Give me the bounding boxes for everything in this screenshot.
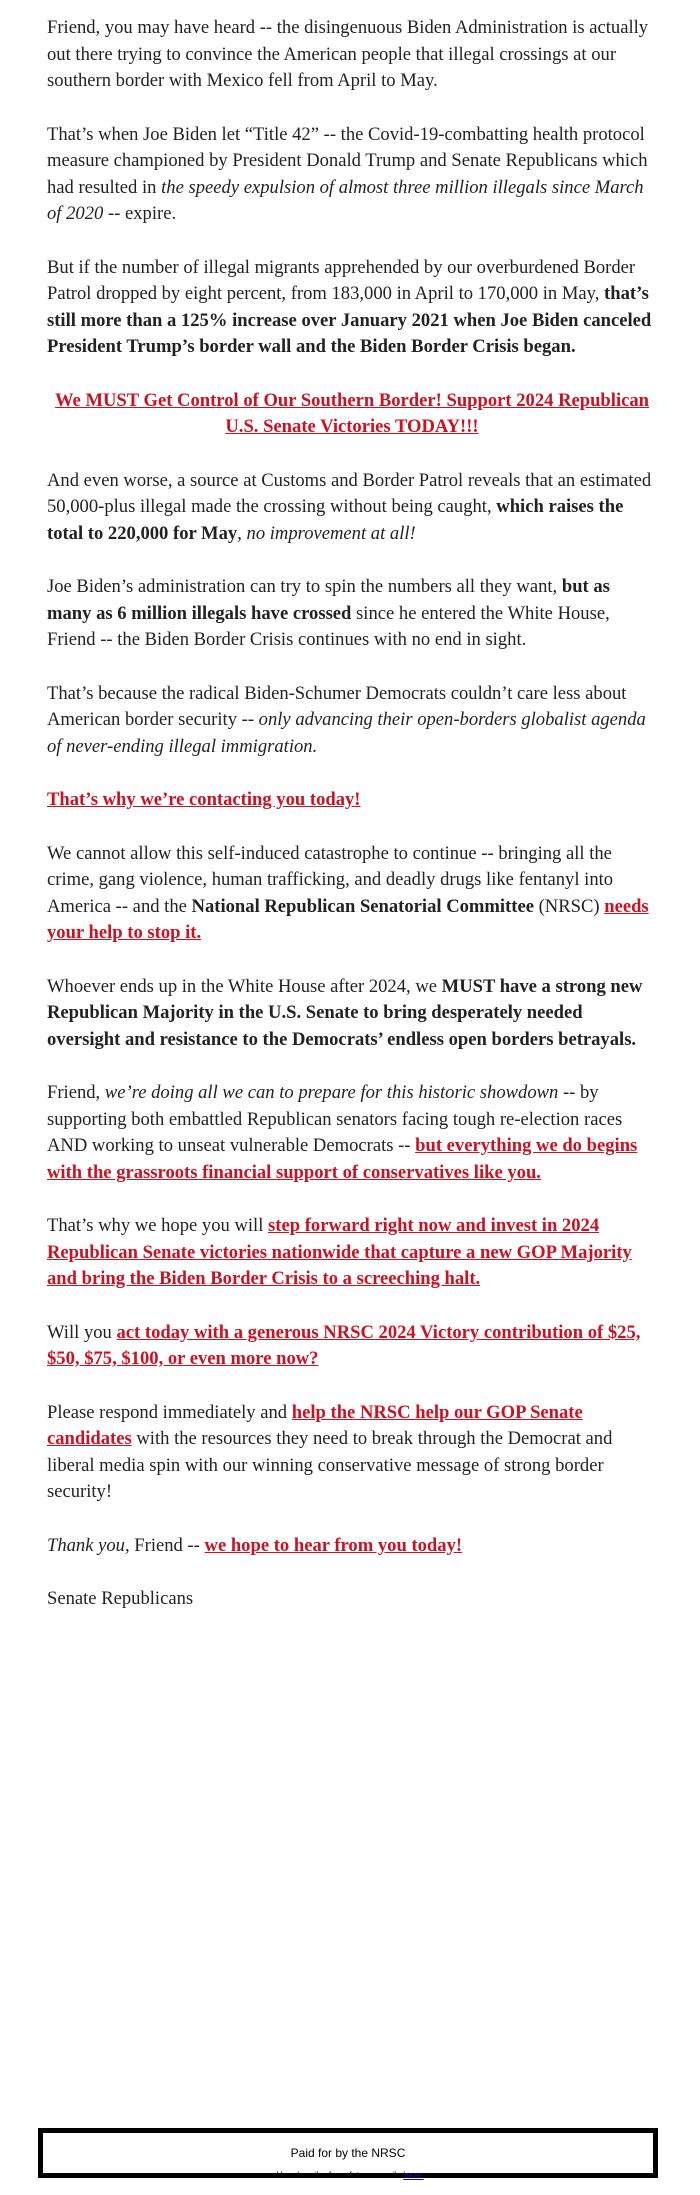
paragraph-catastrophe [47, 841, 657, 947]
paragraph-text: Friend -- [129, 1534, 205, 1556]
paragraph-text: Friend, you may have heard -- the disingenuous Biden Administration is actually out there trying to convince the American people that illegal crossings at our southern border with Mexico fell from April to May. [47, 17, 649, 91]
paid-for-text: Paid for by the NRSC [290, 2146, 406, 2160]
paragraph-text: That’s because the radical Biden-Schumer Democrats couldn’t care less about American border security -- [47, 682, 627, 730]
signature [47, 1586, 657, 1613]
paragraph-bold: that’s still more than a 125% increase over January 2021 when Joe Biden canceled President Trump’s border wall and the Biden Border Crisis began. [47, 283, 652, 357]
paragraph-italic: no improvement at all! [246, 522, 416, 544]
contribution-link[interactable]: act today with a generous NRSC 2024 Victory contribution of $25, $50, $75, $100, or even more now? [47, 1321, 641, 1369]
paragraph-text: That’s why we hope you will [47, 1215, 269, 1236]
unsubscribe-link[interactable]: here. [403, 2170, 424, 2180]
paragraph-italic: only advancing their open-borders globalist agenda of never-ending illegal immigration. [47, 709, 646, 757]
paragraph-respond [47, 1400, 657, 1506]
paragraph-thanks [47, 1533, 657, 1560]
paragraph-text: And even worse, a source at Customs and Border Patrol reveals that an estimated 50,000-plus illegal made the crossing without being caught, [47, 469, 652, 517]
paragraph-democrats [47, 681, 657, 761]
headline-paragraph [47, 388, 657, 441]
paragraph-majority [47, 974, 657, 1054]
headline-link[interactable]: We MUST Get Control of Our Southern Border! Support 2024 Republican U.S. Senate Victories TODAY!!! [54, 389, 649, 437]
invest-link[interactable]: step forward right now and invest in 2024 Republican Senate victories nationwide that capture a new GOP Majority and bring the Biden Border Crisis to a screeching halt. [47, 1215, 632, 1289]
paragraph-text: Please respond immediately and [47, 1401, 292, 1423]
help-stop-link[interactable]: needs your help to stop it. [47, 895, 649, 943]
grassroots-support-link[interactable]: but everything we do begins with the grassroots financial support of conservatives like you. [47, 1135, 638, 1183]
paragraph-contribution [47, 1320, 657, 1373]
contact-link[interactable]: That’s why we’re contacting you today! [47, 789, 361, 810]
paragraph-numbers [47, 255, 657, 361]
paragraph-invest [47, 1213, 657, 1293]
paragraph-italic: Thank you, [47, 1534, 130, 1556]
paragraph-text: But if the number of illegal migrants apprehended by our overburdened Border Patrol dropped by eight percent, from 183,000 in April to 170,000 in May, [47, 256, 636, 304]
paragraph-title-42 [47, 122, 657, 228]
paragraph-text: That’s when Joe Biden let “Title 42” -- the Covid-19-combatting health protocol measure championed by President Donald Trump and Senate Republicans which had resulted in [47, 123, 648, 198]
paragraph-spin [47, 574, 657, 654]
paragraph-source [47, 468, 657, 548]
paragraph-bold: which raises the total to 220,000 for May [47, 496, 624, 544]
unsubscribe-text: Unsubscribe from future emails [276, 2170, 404, 2180]
paragraph-text: We cannot allow this self-induced catastrophe to continue -- bringing all the crime, gang violence, human trafficking, and deadly drugs like fentanyl into America -- and the [47, 842, 614, 917]
paragraph-text: since he entered the White House, Friend -- the Biden Border Crisis continues with no end in sight. [47, 602, 610, 650]
signature-text: Senate Republicans [47, 1588, 194, 1609]
contact-paragraph [47, 787, 657, 814]
paragraph-intro [47, 15, 657, 95]
paragraph-bold: but as many as 6 million illegals have crossed [47, 576, 610, 624]
paragraph-italic: the speedy expulsion of almost three million illegals since March of 2020 [47, 176, 644, 224]
email-body [47, 0, 657, 1640]
paragraph-text: Friend, [47, 1082, 105, 1103]
paragraph-text: -- expire. [103, 203, 177, 224]
paragraph-text: Joe Biden’s administration can try to spin the numbers all they want, [47, 576, 562, 597]
paragraph-text: Whoever ends up in the White House after 2024, we [47, 975, 442, 997]
paragraph-italic: we’re doing all we can to prepare for this historic showdown [104, 1082, 559, 1103]
help-candidates-link[interactable]: help the NRSC help our GOP Senate candidates [47, 1401, 583, 1449]
hear-from-you-link[interactable]: we hope to hear from you today! [204, 1534, 463, 1556]
unsubscribe-line [0, 2170, 700, 2180]
paragraph-bold: MUST have a strong new Republican Majority in the U.S. Senate to bring desperately needed oversight and resistance to the Democrats’ endless open borders betrayals. [47, 975, 643, 1050]
paragraph-text: -- by supporting both embattled Republican senators facing tough re-election races AND working to unseat vulnerable Democrats -- [47, 1082, 623, 1156]
paragraph-text: with the resources they need to break through the Democrat and liberal media spin with our winning conservative message of strong border security! [47, 1428, 613, 1502]
paragraph-text: Will you [47, 1321, 117, 1343]
paragraph-text: , [237, 522, 247, 544]
paragraph-bold: National Republican Senatorial Committee [191, 895, 534, 917]
paragraph-text: (NRSC) [533, 895, 605, 917]
paragraph-showdown [47, 1080, 657, 1186]
